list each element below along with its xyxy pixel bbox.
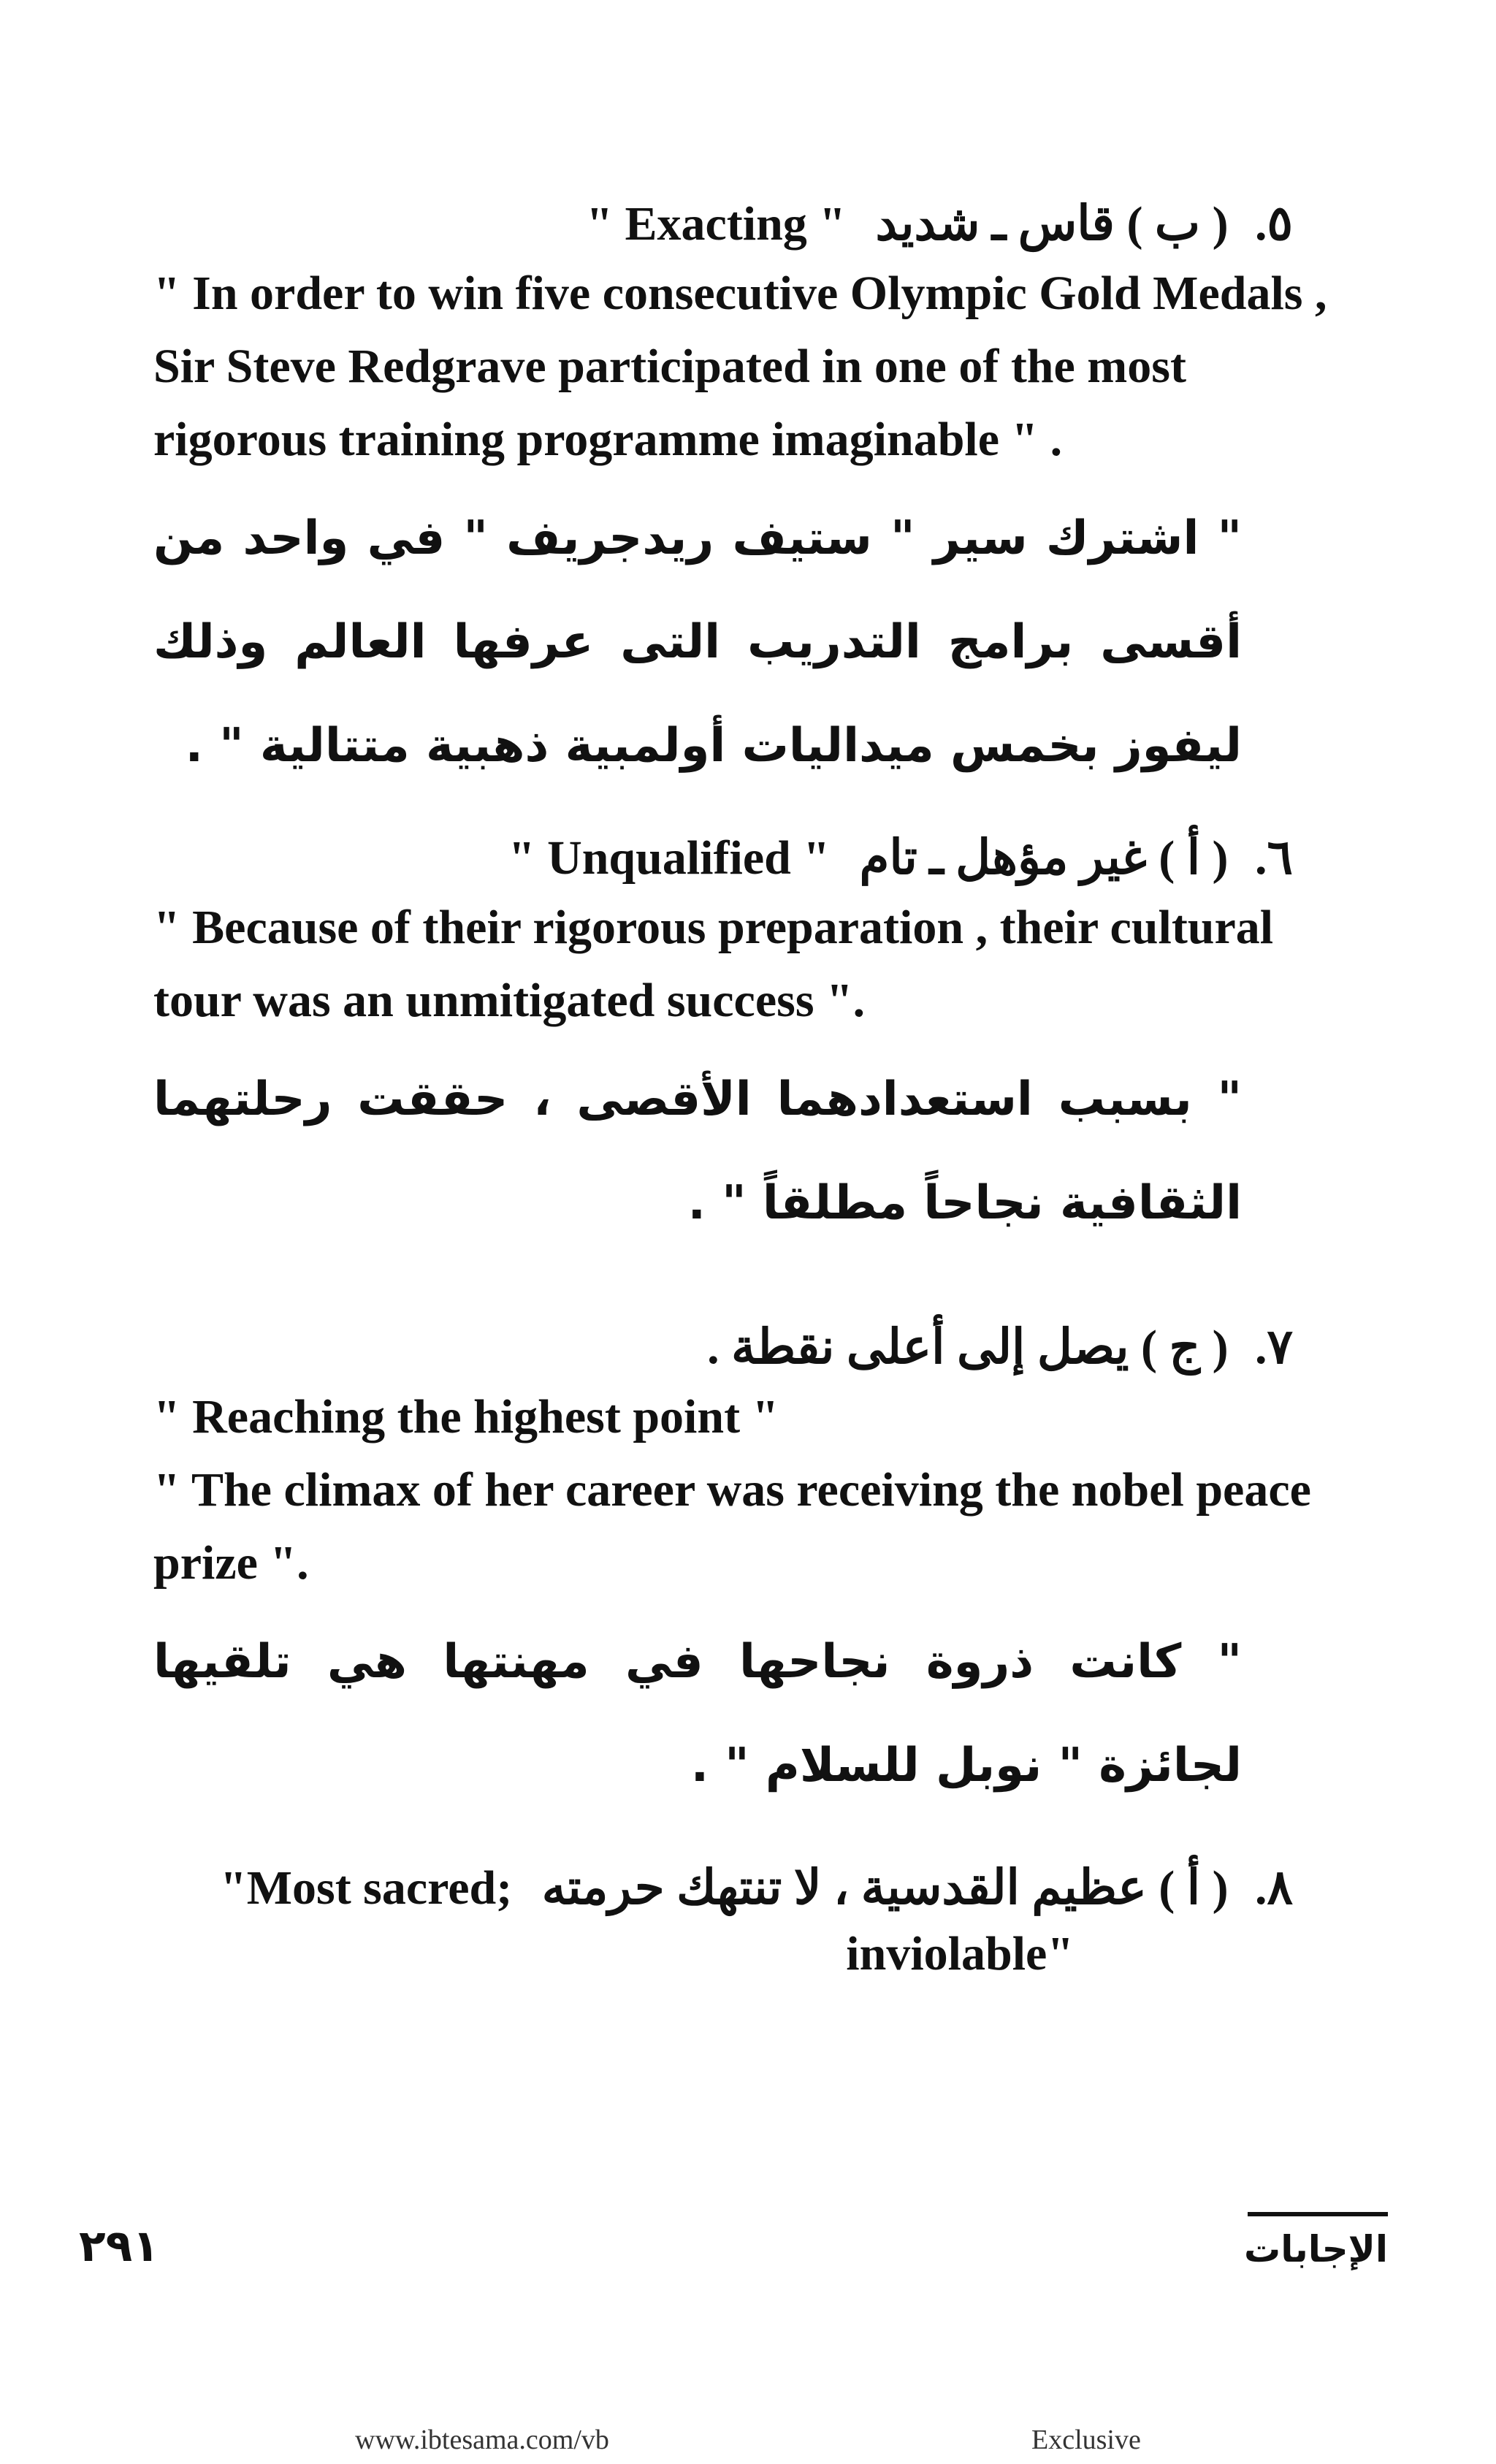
arabic-definition: ( ج ) يصل إلى أعلى نقطة .: [707, 1321, 1229, 1374]
arabic-translation: " اشترك سير " ستيف ريدجريف " في واحد من أقسى برامج التدريب التى عرفها العالم وذلك ليفوز بخمس ميداليات أولمبية ذهبية متتالية " .: [153, 511, 1242, 773]
arabic-definition: ( أ ) عظيم القدسية ، لا تنتهك حرمته: [541, 1861, 1229, 1915]
english-sentence-line: " The climax of her career was receiving the nobel peace: [153, 1463, 1311, 1517]
entry-heading: [153, 825, 1293, 891]
website-url: www.ibtesama.com/vb: [355, 2425, 609, 2455]
exclusive-tag: Exclusive: [1031, 2425, 1141, 2455]
answer-entry-7: [153, 1315, 1311, 1818]
entry-heading: [153, 191, 1293, 257]
english-sentence-line: rigorous training programme imaginable " .: [153, 413, 1063, 466]
arabic-translation: " كانت ذروة نجاحها في مهنتها هي تلقيها لجائزة " نوبل للسلام " .: [153, 1635, 1242, 1793]
arabic-definition: ( أ ) غير مؤهل ـ تام: [859, 831, 1229, 885]
english-sentence-line: prize ".: [153, 1536, 309, 1590]
english-sentence-line: " Reaching the highest point ": [153, 1390, 779, 1443]
footer-divider: [1248, 2212, 1388, 2216]
page-number: ٢٩١: [79, 2221, 159, 2272]
answer-entry-6: [153, 825, 1293, 1255]
english-term-continuation: inviolable": [846, 1927, 1074, 1980]
entry-number: ٥.: [1255, 197, 1293, 251]
english-sentence-line: tour was an unmitigated success ".: [153, 974, 866, 1027]
english-sentence-line: " In order to win five consecutive Olympic Gold Medals ,: [153, 267, 1327, 320]
answer-entry-5: [153, 191, 1327, 798]
entry-heading: [153, 1315, 1293, 1381]
answer-entry-8: [153, 1855, 1293, 1987]
english-sentence-line: " Because of their rigorous preparation , their cultural: [153, 901, 1274, 954]
entry-number: ٨.: [1255, 1861, 1293, 1915]
entry-number: ٧.: [1255, 1321, 1293, 1374]
section-title: الإجابات: [1244, 2228, 1388, 2270]
english-sentence-line: Sir Steve Redgrave participated in one of the most: [153, 340, 1186, 393]
entry-heading: [153, 1855, 1293, 1921]
entry-number: ٦.: [1255, 831, 1293, 885]
arabic-translation: " بسبب استعدادهما الأقصى ، حققت رحلتهما الثقافية نجاحاً مطلقاً " .: [153, 1072, 1242, 1230]
english-term: " Unqualified ": [508, 831, 830, 885]
english-term: " Exacting ": [586, 197, 846, 251]
english-term: "Most sacred;: [220, 1861, 513, 1915]
arabic-definition: ( ب ) قاس ـ شديد: [875, 197, 1229, 251]
